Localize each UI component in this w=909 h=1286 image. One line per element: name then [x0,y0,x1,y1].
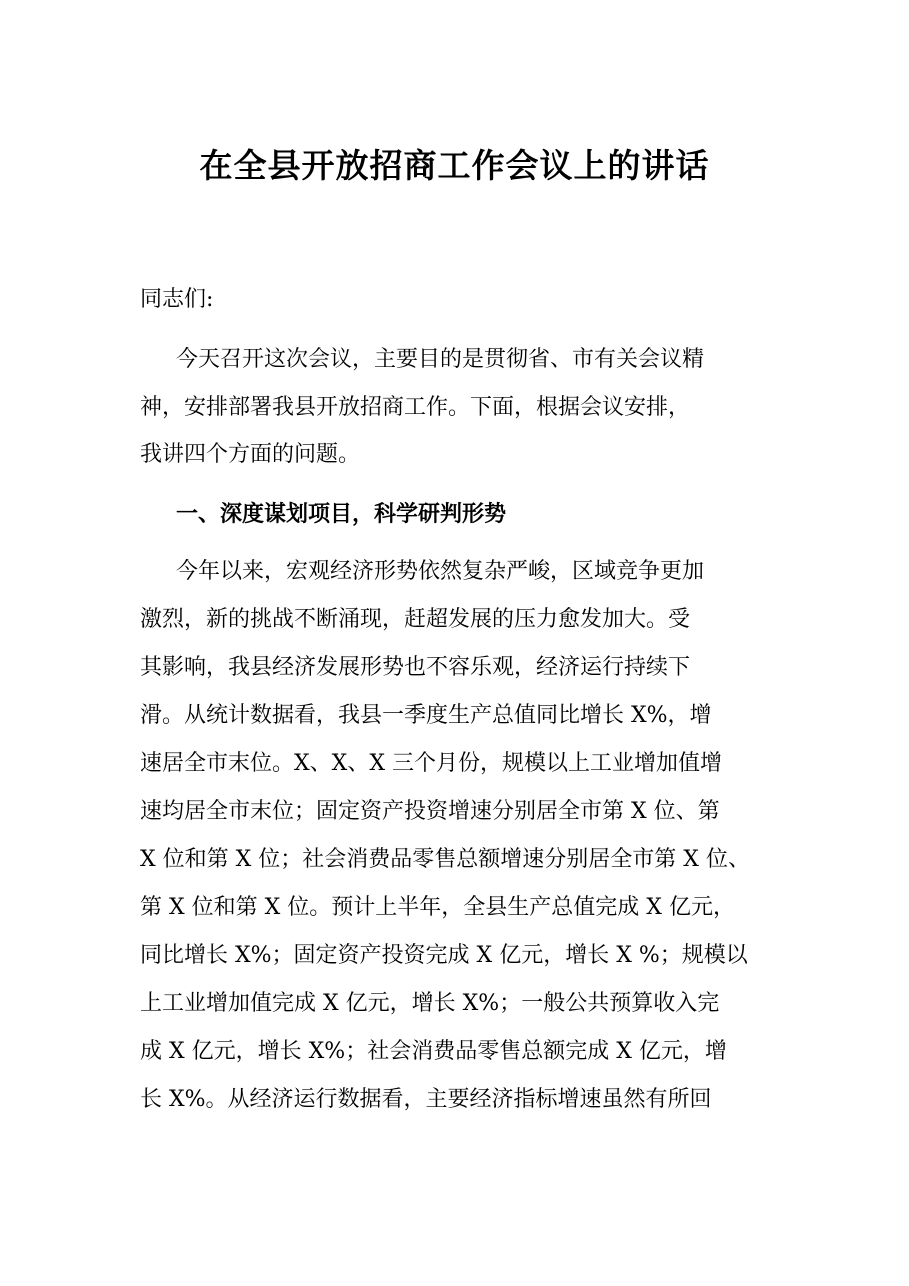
body-paragraph-line: 速居全市末位。X、X、X 三个月份，规模以上工业增加值增 [140,751,722,776]
intro-paragraph-line: 神，安排部署我县开放招商工作。下面，根据会议安排， [140,395,691,420]
body-paragraph-line: 成 X 亿元，增长 X%；社会消费品零售总额完成 X 亿元，增 [140,1039,727,1064]
body-paragraph-line: 长 X%。从经济运行数据看，主要经济指标增速虽然有所回 [140,1087,712,1112]
document-title: 在全县开放招商工作会议上的讲话 [199,146,710,185]
body-paragraph-line: 激烈，新的挑战不断涌现，赶超发展的压力愈发加大。受 [140,607,691,632]
body-paragraph-line: 今年以来，宏观经济形势依然复杂严峻，区域竞争更加 [176,559,705,584]
section-heading: 一、深度谋划项目，科学研判形势 [176,501,507,527]
body-paragraph-line: 同比增长 X%；固定资产投资完成 X 亿元，增长 X %；规模以 [140,943,748,968]
salutation: 同志们: [140,287,214,312]
body-paragraph-line: 其影响，我县经济发展形势也不容乐观，经济运行持续下 [140,655,691,680]
intro-paragraph-line: 我讲四个方面的问题。 [140,442,361,467]
intro-paragraph-line: 今天召开这次会议，主要目的是贯彻省、市有关会议精 [176,347,705,372]
body-paragraph-line: 速均居全市末位；固定资产投资增速分别居全市第 X 位、第 [140,799,720,824]
body-paragraph-line: 上工业增加值完成 X 亿元，增长 X%；一般公共预算收入完 [140,991,720,1016]
body-paragraph-line: 第 X 位和第 X 位。预计上半年，全县生产总值完成 X 亿元， [140,895,735,920]
body-paragraph-line: 滑。从统计数据看，我县一季度生产总值同比增长 X%，增 [140,703,712,728]
body-paragraph-line: X 位和第 X 位；社会消费品零售总额增速分别居全市第 X 位、 [140,847,750,872]
